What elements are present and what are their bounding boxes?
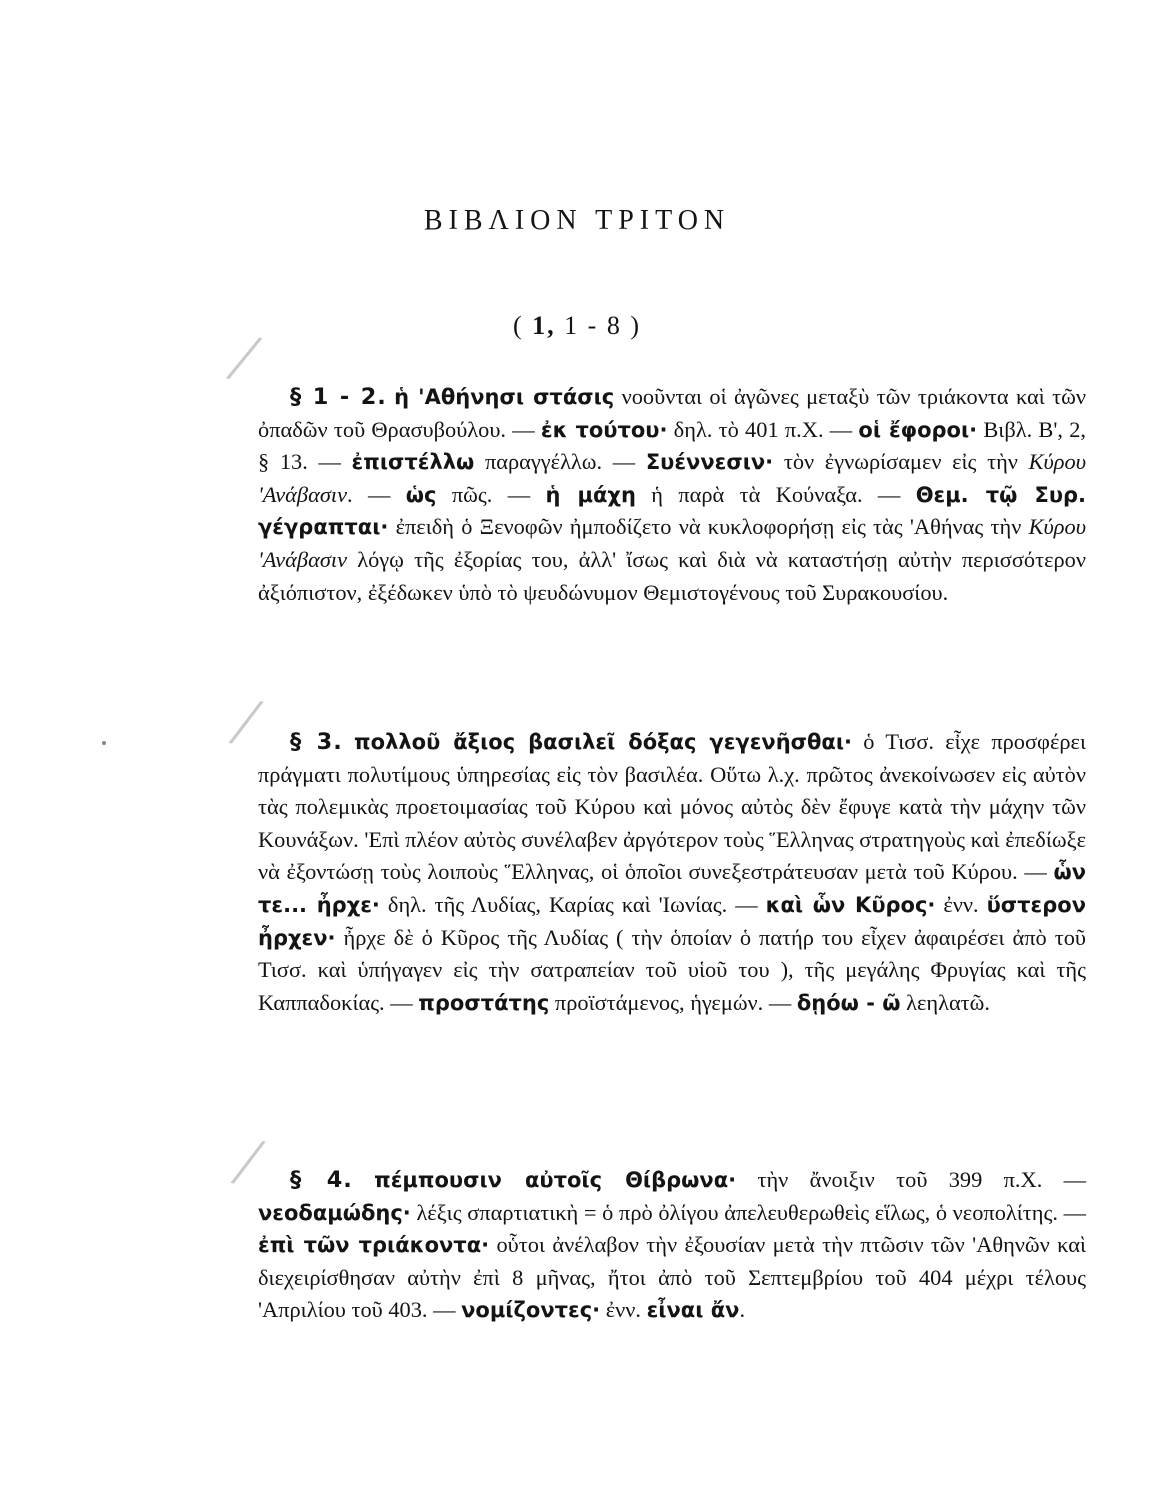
gloss-text: ἦρχε δὲ ὁ Κῦρος τῆς Λυδίας ( τὴν ὁποίαν ὁ πατήρ του εἶχεν ἀφαιρέσει ἀπὸ τοῦ Τισσ. καὶ ὑπήγαγεν εἰς τὴν σατραπείαν τοῦ υἱοῦ του ), τῆς μεγάλης Φρυγίας καὶ τῆς Καππαδοκίας. — bbox=[258, 924, 1086, 1015]
gloss-text: δηλ. τὸ 401 π.Χ. — bbox=[667, 416, 859, 442]
lemma: νεοδαμώδης· bbox=[258, 1200, 411, 1225]
lemma: εἶναι ἄν bbox=[646, 1298, 740, 1323]
lemma: ὧν τε... ἦρχε· bbox=[258, 860, 1086, 917]
margin-check-mark: ╱ bbox=[227, 333, 261, 385]
lemma: πέμπουσιν αὐτοῖς Θίβρωνα· bbox=[374, 1168, 737, 1192]
commentary-section-1-2 bbox=[258, 381, 1086, 609]
gloss-text: προϊστάμενος, ἡγεμών. — bbox=[549, 989, 797, 1015]
lemma: δῃόω - ῶ bbox=[796, 990, 901, 1015]
gloss-text: τὸν ἐγνωρίσαμεν εἰς τὴν bbox=[773, 449, 1029, 475]
lemma: ἐκ τούτου· bbox=[540, 417, 668, 442]
lemma: πολλοῦ ἄξιος βασιλεῖ δόξας γεγενῆσθαι· bbox=[354, 730, 853, 754]
gloss-text: ὁ Τισσ. εἶχε προσφέρει πράγματι πολυτίμους ὑπηρεσίας εἰς τὸν βασιλέα. Οὕτω λ.χ. πρῶτος ἀνεκοίνωσεν εἰς αὐτὸν τὰς πολεμικὰς προετοιμασίας τοῦ Κύρου καὶ μόνος αὐτὸς δὲν ἔφυγε κατὰ τὴν μάχην τῶν Κουνάξων. 'Επὶ πλέον αὐτὸς συνέλαβεν ἀργότερον τοὺς Ἕλληνας στρατηγοὺς καὶ ἐπεδίωξε νὰ ἐξοντώσῃ τοὺς λοιποὺς Ἕλληνας, οἱ ὁποῖοι συνεξεστράτευσαν μετὰ τοῦ Κύρου. — bbox=[258, 729, 1086, 885]
gloss-text: ἡ παρὰ τὰ Κούναξα. — bbox=[635, 481, 916, 507]
gloss-text: παραγγέλλω. — bbox=[474, 449, 646, 475]
section-number: § 1 - 2. bbox=[290, 384, 387, 410]
lemma: ὡς bbox=[405, 482, 437, 507]
gloss-text: . — bbox=[347, 481, 406, 507]
margin-dot bbox=[102, 741, 106, 745]
section-number: § 4. bbox=[290, 1167, 353, 1193]
gloss-text: Βιβλ. Β', 2, § 13. — bbox=[258, 416, 1087, 475]
lemma: προστάτης bbox=[418, 990, 550, 1015]
paragraph bbox=[258, 1164, 1086, 1327]
gloss-text: οὗτοι ἀνέλαβον τὴν ἐξουσίαν μετὰ τὴν πτῶσιν τῶν 'Αθηνῶν καὶ διεχειρίσθησαν αὐτὴν ἐπὶ 8 μῆνας, ἤτοι ἀπὸ τοῦ Σεπτεμβρίου τοῦ 404 μέχρι τέλους 'Απριλίου τοῦ 403. — bbox=[258, 1232, 1086, 1323]
book-title-italic: Κύρου 'Ανάβασιν bbox=[258, 449, 1086, 507]
gloss-text: λέξις σπαρτιατικὴ = ὁ πρὸ ὀλίγου ἀπελευθερωθεὶς εἵλως, ὁ νεοπολίτης. — bbox=[410, 1199, 1086, 1225]
gloss-text: τὴν ἄνοιξιν τοῦ 399 π.Χ. — bbox=[736, 1167, 1086, 1192]
gloss-text: πῶς. — bbox=[436, 481, 546, 507]
range-open: ( bbox=[513, 311, 533, 340]
gloss-text: . bbox=[739, 1297, 746, 1323]
gloss-text: ἐνν. bbox=[935, 891, 987, 917]
range-chapter: 1, bbox=[532, 311, 556, 340]
lemma: νομίζοντες· bbox=[461, 1298, 601, 1323]
commentary-section-4 bbox=[258, 1164, 1086, 1327]
gloss-text: λεηλατῶ. bbox=[900, 989, 991, 1015]
paragraph bbox=[258, 381, 1086, 609]
commentary-section-3 bbox=[258, 726, 1086, 1019]
chapter-range bbox=[0, 311, 1154, 341]
gloss-text: ἐνν. bbox=[600, 1297, 647, 1323]
section-number: § 3. bbox=[290, 729, 343, 755]
lemma: Θεμ. τῷ Συρ. γέγραπται· bbox=[258, 482, 1087, 540]
lemma: ἐπὶ τῶν τριάκοντα· bbox=[258, 1233, 490, 1258]
book-title: ΒΙΒΛΙΟΝ ΤΡΙΤΟΝ bbox=[423, 205, 731, 236]
lemma: ἐπιστέλλω bbox=[351, 450, 475, 475]
lemma: ὕστερον ἦρχεν· bbox=[258, 892, 1087, 950]
gloss-text: ἐπειδὴ ὁ Ξενοφῶν ἠμποδίζετο νὰ κυκλοφορήσῃ εἰς τὰς 'Αθήνας τὴν bbox=[388, 514, 1029, 540]
lemma: καὶ ὧν Κῦρος· bbox=[765, 892, 936, 917]
gloss-text: δηλ. τῆς Λυδίας, Καρίας καὶ 'Ιωνίας. — bbox=[379, 891, 766, 917]
margin-check-mark: ╱ bbox=[230, 698, 262, 748]
lemma: ἡ μάχη bbox=[545, 482, 636, 507]
lemma: ἡ 'Αθήνησι στάσις bbox=[394, 385, 615, 409]
paragraph bbox=[258, 726, 1086, 1019]
gloss-text: νοοῦνται οἱ ἀγῶνες μεταξὺ τῶν τριάκοντα καὶ τῶν ὀπαδῶν τοῦ Θρασυβούλου. — bbox=[258, 384, 1087, 442]
gloss-text: λόγῳ τῆς ἐξορίας του, ἀλλ' ἴσως καὶ διὰ νὰ καταστήσῃ αὐτὴν περισσότερον ἀξιόπιστον, ἐξέδωκεν ὑπὸ τὸ ψευδώνυμον Θεμιστογένους τοῦ Συρακουσίου. bbox=[258, 546, 1086, 605]
range-rest: 1 - 8 ) bbox=[555, 311, 641, 340]
margin-check-mark: ╱ bbox=[232, 1138, 264, 1188]
lemma: οἱ ἔφοροι· bbox=[858, 417, 978, 442]
lemma: Συέννεσιν· bbox=[645, 450, 774, 475]
book-title-italic: Κύρου 'Ανάβασιν bbox=[258, 514, 1086, 572]
